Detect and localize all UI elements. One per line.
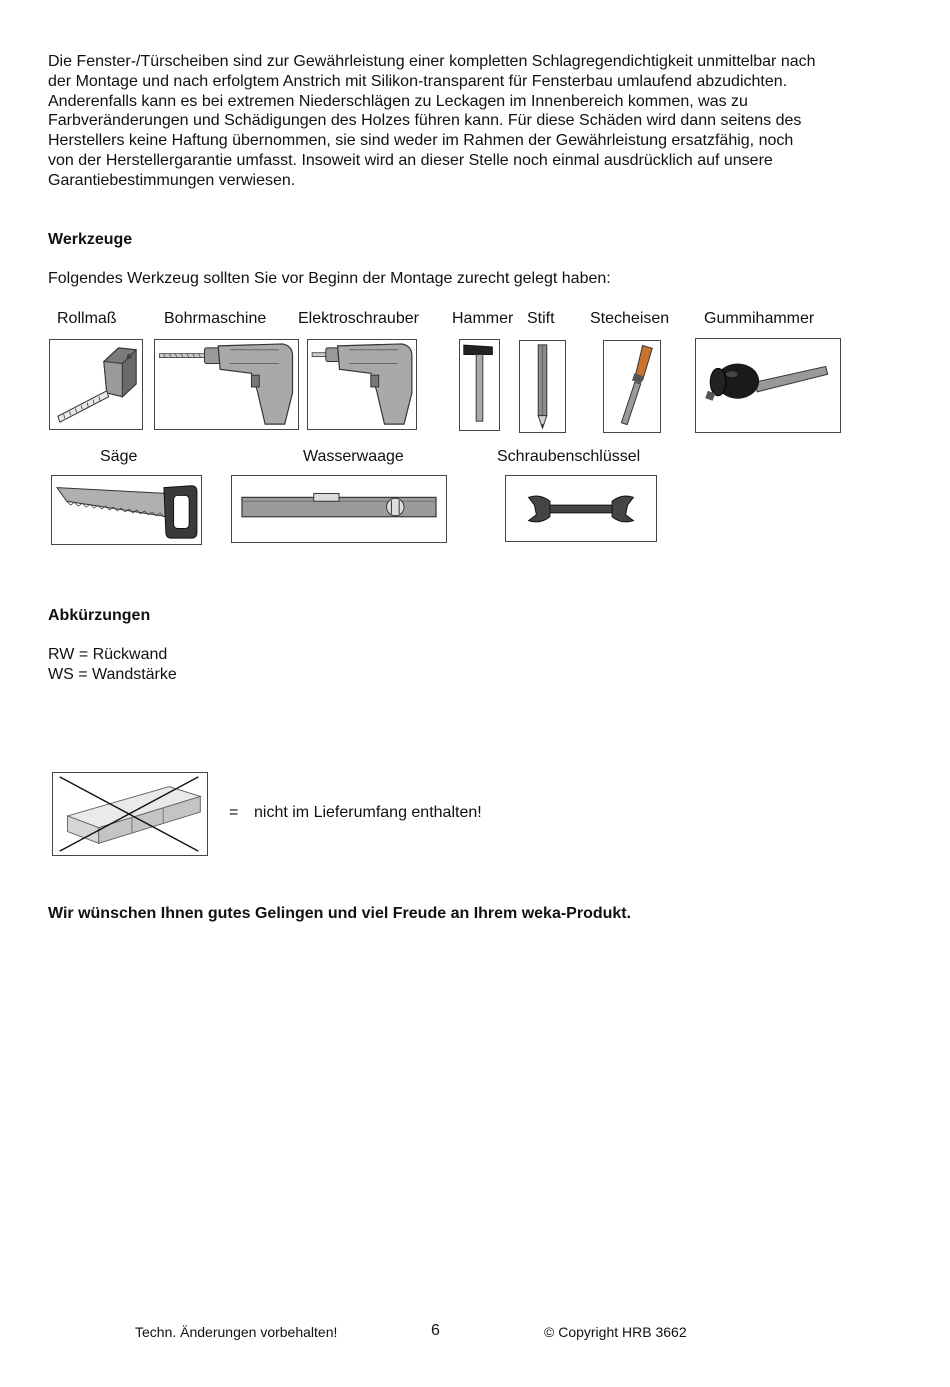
label-gummihammer: Gummihammer [704, 310, 815, 327]
saw-icon [51, 475, 202, 545]
wrench-icon [505, 475, 657, 542]
intro-line: Die Fenster-/Türscheiben sind zur Gewährleistung einer kompletten Schlagregendichtigkeit unmittelbar nach [48, 53, 816, 70]
drill-icon [154, 339, 299, 430]
abbr-heading: Abkürzungen [48, 607, 151, 624]
intro-line: Anderenfalls kann es bei extremen Niederschlägen zu Leckagen im Innenbereich kommen, was zu [48, 92, 748, 110]
spirit-level-icon [231, 475, 447, 543]
tape-measure-icon [49, 339, 143, 430]
page-number: 6 [431, 1322, 440, 1339]
label-wasserwaage: Wasserwaage [303, 448, 404, 465]
label-stecheisen: Stecheisen [590, 310, 670, 327]
intro-line: Herstellers keine Haftung übernommen, sie sind weder im Rahmen der Gewährleistung ersatzfähig, noch [48, 132, 794, 150]
label-hammer: Hammer [452, 310, 514, 327]
closing-text: Wir wünschen Ihnen gutes Gelingen und viel Freude an Ihrem weka-Produkt. [48, 905, 632, 922]
intro-paragraph [48, 52, 908, 191]
hammer-icon [459, 339, 500, 431]
rubber-mallet-icon [695, 338, 841, 433]
footer-copyright: © Copyright HRB 3662 [544, 1324, 687, 1340]
electric-screwdriver-icon [307, 339, 417, 430]
legend-equals: = [229, 804, 239, 821]
label-stift: Stift [527, 310, 555, 327]
intro-line: Farbveränderungen und Schädigungen des Holzes führen kann. Für diese Schäden wird dann seitens des [48, 112, 802, 130]
legend-text: nicht im Lieferumfang enthalten! [254, 804, 482, 821]
pencil-icon [519, 340, 566, 433]
abbr-item: RW = Rückwand [48, 646, 168, 663]
abbr-item: WS = Wandstärke [48, 666, 177, 683]
label-schraubenschluessel: Schraubenschlüssel [497, 448, 641, 465]
intro-line: der Montage und nach erfolgtem Anstrich mit Silikon-transparent für Fensterbau umlaufend abzudichten. [48, 72, 788, 90]
chisel-icon [603, 340, 661, 433]
tools-heading: Werkzeuge [48, 231, 133, 248]
label-elektroschrauber: Elektroschrauber [298, 310, 419, 327]
tools-intro: Folgendes Werkzeug sollten Sie vor Beginn der Montage zurecht gelegt haben: [48, 270, 611, 287]
intro-line: von der Herstellergarantie umfasst. Insoweit wird an dieser Stelle noch einmal ausdrücklich auf unsere [48, 151, 773, 169]
crossed-out-part-icon [52, 772, 208, 856]
intro-line: Garantiebestimmungen verwiesen. [48, 171, 296, 189]
label-saege: Säge [100, 448, 138, 465]
footer-disclaimer: Techn. Änderungen vorbehalten! [135, 1324, 338, 1340]
label-rollmass: Rollmaß [57, 310, 117, 327]
label-bohrmaschine: Bohrmaschine [164, 310, 267, 327]
